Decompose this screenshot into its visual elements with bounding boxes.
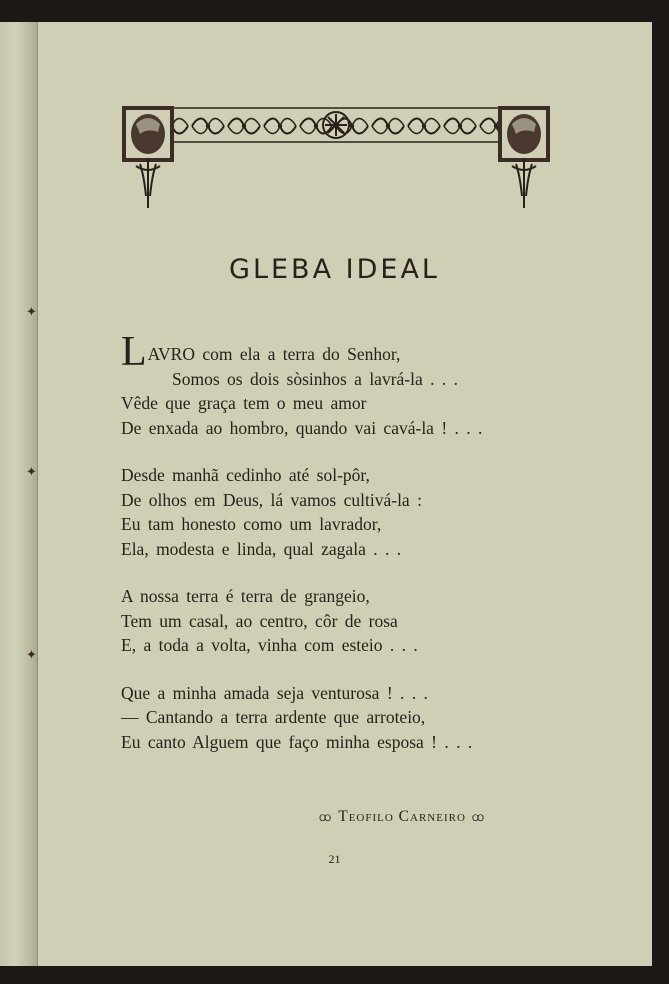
poem-body (121, 329, 483, 777)
poem-line: Somos os dois sòsinhos a lavrá-la . . . (172, 368, 459, 389)
gutter-fold (37, 22, 38, 966)
poem-title: GLEBA IDEAL (229, 254, 440, 285)
poem-line: De olhos em Deus, lá vamos cultivá-la : (121, 489, 422, 510)
stanza (121, 681, 482, 755)
author-ornament: ꝏ (471, 809, 486, 824)
poem-line (121, 329, 482, 375)
ornamental-border-with-portrait-medallions-icon (118, 84, 554, 234)
page-number: 21 (328, 852, 341, 866)
poem-line: Eu canto Alguem que faço minha esposa ! . . . (121, 731, 473, 752)
poem-line: — Cantando a terra ardente que arroteio, (121, 707, 426, 727)
poem-line: Eu tam honesto como um lavrador, (121, 514, 382, 534)
poem-line: Tem um casal, ao centro, côr de rosa (121, 610, 398, 631)
stanza (121, 584, 482, 658)
poem-line: E, a toda a volta, vinha com esteio . . . (121, 635, 418, 655)
poem-line: A nossa terra é terra de grangeio, (121, 586, 370, 606)
poem-line: Ela, modesta e linda, qual zagala . . . (121, 538, 402, 559)
author-name: Teofilo Carneiro (338, 808, 466, 825)
poem-line: De enxada ao hombro, quando vai cavá-la ! . . . (121, 417, 483, 438)
binding-mark: ✦ (26, 647, 37, 662)
poem-line-text: AVRO com ela a terra do Senhor, (147, 344, 401, 364)
poem-line: Que a minha amada seja venturosa ! . . . (121, 682, 428, 703)
drop-cap: L (121, 329, 147, 375)
stanza (121, 463, 482, 561)
binding-mark: ✦ (26, 464, 37, 479)
poem-line: Vêde que graça tem o meu amor (121, 393, 367, 413)
poem-line: Desde manhã cedinho até sol-pôr, (121, 465, 370, 485)
left-medallion (122, 106, 174, 208)
binding-mark: ✦ (26, 304, 37, 319)
book-gutter (0, 22, 38, 966)
right-medallion (498, 106, 550, 208)
stanza (121, 329, 483, 440)
author-ornament: ꝏ (319, 809, 333, 824)
author-signature (313, 808, 491, 826)
